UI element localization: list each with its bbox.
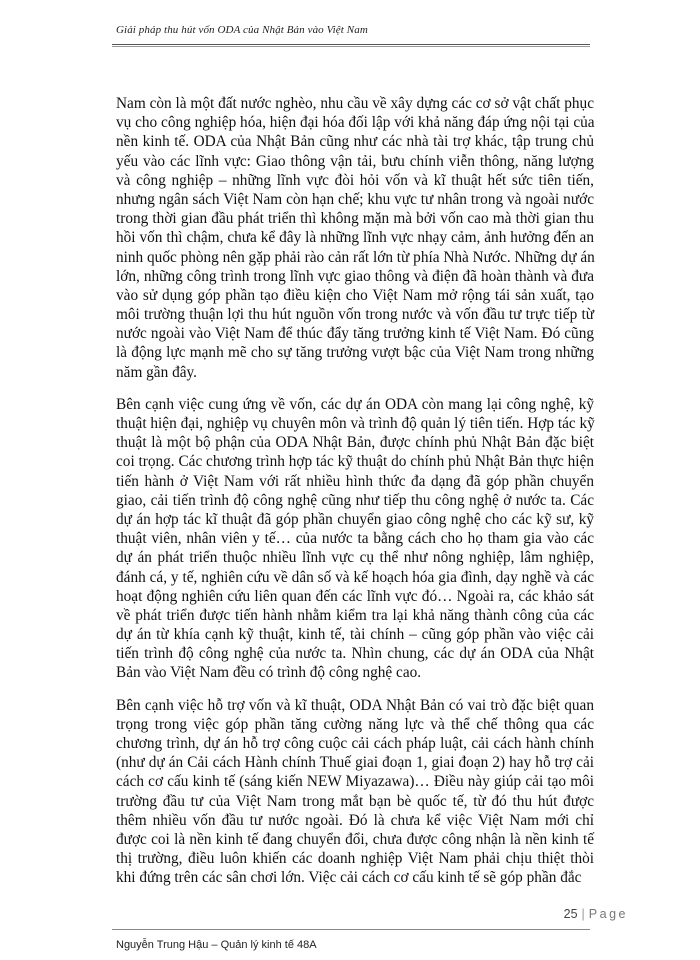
text-line: dự án hợp tác kĩ thuật đã góp phần chuyển giao công nghệ cho các kỹ sư, kỹ: [116, 510, 594, 528]
paragraph: [116, 94, 594, 382]
text-line: thuật là một bộ phận của ODA Nhật Bản, được chính phủ Nhật Bản đặc biệt: [116, 434, 594, 452]
text-line: Nam còn là một đất nước nghèo, nhu cầu về xây dựng các cơ sở vật chất phục: [116, 95, 594, 112]
text-line: Bản vào Việt Nam đều có trình độ công nghệ cao.: [116, 664, 422, 682]
text-line: giao, cải tiến trình độ công nghệ cũng như tiếp thu công nghệ ở nước ta. Các: [116, 491, 594, 509]
text-line: yếu vào các lĩnh vực: Giao thông vận tải, bưu chính viễn thông, năng lượng: [116, 152, 594, 170]
text-line: thuật hiện đại, nghiệp vụ chuyên môn và trình độ quản lý tiên tiến. Hợp tác kỹ: [116, 415, 595, 432]
running-header: Giải pháp thu hút vốn ODA của Nhật Bản vào Việt Nam: [116, 24, 368, 36]
text-line: nước ngoài vào Việt Nam để thúc đẩy tăng trưởng kinh tế Việt Nam. Đó cũng: [116, 325, 594, 343]
text-line: thuật viên, nhân viên y tế… của nước ta bằng cách cho họ tham gia vào các: [116, 530, 594, 548]
text-line: nền kinh tế. ODA của Nhật Bản cũng như các nhà tài trợ khác, tập trung chủ: [116, 133, 594, 151]
text-line: dự án từ khía cạnh kỹ thuật, kinh tế, tài chính – cũng góp phần vào việc cải: [116, 626, 594, 644]
text-line: tiến trình độ công nghệ của nước ta. Nhìn chung, các dự án ODA của Nhật: [116, 645, 594, 663]
text-line: trọng trong việc góp phần tăng cường năng lực và thể chế thông qua các: [116, 715, 594, 733]
text-line: năm gần đây.: [116, 363, 197, 381]
text-line: môi trường thuận lợi thu hút nguồn vốn trong nước và vốn đầu tư trực tiếp từ: [116, 306, 594, 324]
text-line: thêm nhiều vốn đầu tư nước ngoài. Đó là chưa kể việc Việt Nam mới chỉ: [116, 811, 594, 829]
text-line: Bên cạnh việc cung ứng về vốn, các dự án ODA còn mang lại công nghệ, kỹ: [116, 395, 594, 413]
text-line: vào sử dụng góp phần tạo điều kiện cho Việt Nam mở rộng tái sản xuất, tạo: [116, 286, 594, 304]
text-line: lớn, những công trình trong lĩnh vực giao thông và điện đã hoàn thành và đưa: [116, 267, 594, 285]
text-line: trong thời gian đầu phát triển thì không mặn mà bởi vốn cao mà thời gian thu: [116, 210, 594, 228]
page-number-separator: |: [581, 907, 585, 921]
text-line: coi trọng. Các chương trình hợp tác kỹ thuật do chính phủ Nhật Bản thực hiện: [116, 453, 594, 471]
header-rule: [112, 44, 590, 47]
text-line: là động lực mạnh mẽ cho sự tăng trưởng vượt bậc của Việt Nam trong những: [116, 344, 594, 362]
text-line: (như dự án Cải cách Hành chính Thuế giai đoạn 1, giai đoạn 2) hay hỗ trợ cải: [116, 754, 594, 772]
page-number: [564, 907, 628, 921]
text-line: khi đứng trên các sân chơi lớn. Việc cải cách cơ cấu kinh tế sẽ góp phần đắc: [116, 869, 582, 887]
footer-rule: [112, 929, 590, 930]
text-line: vụ cho công nghiệp hóa, hiện đại hóa đối lập với khả năng đáp ứng nội tại của: [116, 114, 595, 132]
text-line: được coi là nền kinh tế đang chuyển đổi, chưa được công nhận là nền kinh tế: [116, 830, 594, 848]
page-label: Page: [588, 907, 628, 921]
body-text: [116, 94, 594, 888]
paragraph: [116, 395, 594, 683]
page-number-value: 25: [563, 907, 578, 921]
text-line: thị trường, điều luôn khiến các doanh nghiệp Việt Nam phải chịu thiệt thòi: [116, 850, 594, 868]
paragraph: [116, 696, 594, 888]
text-line: trường đầu tư của Việt Nam trong mắt bạn bè quốc tế, từ đó thu hút được: [116, 792, 594, 810]
text-line: hoạt động nghiên cứu liên quan đến các lĩnh vực đó… Ngoài ra, các khảo sát: [116, 587, 594, 605]
footer-author: Nguyễn Trung Hậu – Quản lý kinh tế 48A: [116, 939, 317, 951]
text-line: chương trình, dự án hỗ trợ công cuộc cải cách pháp luật, cải cách hành chính: [116, 735, 594, 752]
text-line: hồi vốn thì chậm, chưa kể đây là những lĩnh vực nhạy cảm, ảnh hưởng đến an: [116, 229, 594, 247]
text-line: ninh quốc phòng nên gặp phải rào cản rất lớn từ phía Nhà Nước. Những dự án: [116, 248, 595, 266]
text-line: và công nghiệp – những lĩnh vực đòi hỏi vốn và kĩ thuật hết sức tiên tiến,: [116, 171, 594, 189]
text-line: cách cơ cấu kinh tế (sáng kiến NEW Miyazawa)… Điều này giúp cải tạo môi: [116, 773, 594, 791]
text-line: tiến hành ở Việt Nam với rất nhiều hình thức đa dạng đã góp phần chuyển: [116, 472, 594, 490]
text-line: dự án phát triển thuộc nhiều lĩnh vực cụ thể như nông nghiệp, lâm nghiệp,: [116, 549, 594, 567]
text-line: Bên cạnh việc hỗ trợ vốn và kĩ thuật, ODA Nhật Bản có vai trò đặc biệt quan: [116, 696, 594, 714]
text-line: đánh cá, y tế, nghiên cứu về dân số và kế hoạch hóa gia đình, dạy nghề và các: [116, 568, 594, 586]
text-line: nhưng ngân sách Việt Nam còn hạn chế; khu vực tư nhân trong và ngoài nước: [116, 190, 594, 208]
text-line: về phát triển được tiến hành nhằm kiểm tra lại khả năng thành công của các: [116, 606, 594, 624]
